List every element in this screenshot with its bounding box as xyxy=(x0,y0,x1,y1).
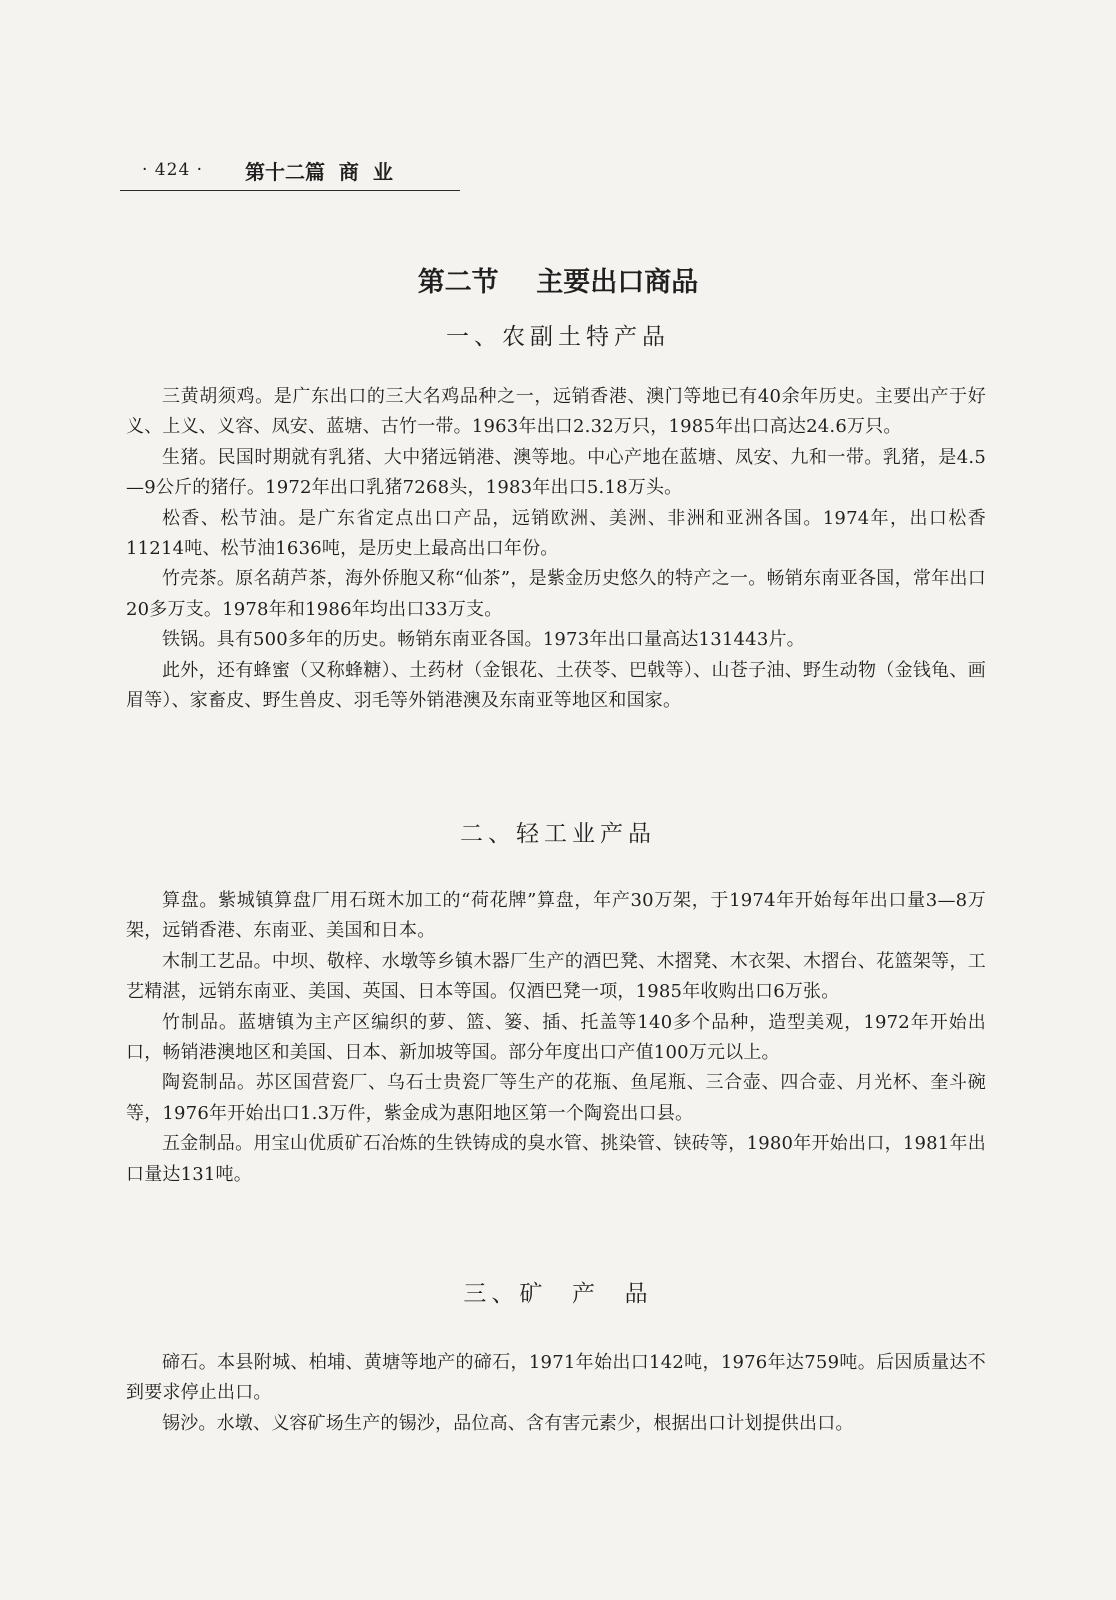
paragraph: 锡沙。水墩、义容矿场生产的锡沙，品位高、含有害元素少，根据出口计划提供出口。 xyxy=(162,1412,854,1434)
paragraph: 算盘。紫城镇算盘厂用石斑木加工的“荷花牌”算盘，年产30万架，于1974年开始每年出口量3—8万架，远销香港、东南亚、美国和日本。 xyxy=(126,890,986,942)
subsection-body-3 xyxy=(126,1348,986,1439)
paragraph: 竹制品。蓝塘镇为主产区编织的萝、篮、篓、插、托盖等140多个品种，造型美观，1972年开始出口，畅销港澳地区和美国、日本、新加坡等国。部分年度出口产值100万元以上。 xyxy=(126,1011,986,1064)
page-number: · 424 · xyxy=(142,160,204,180)
paragraph: 木制工艺品。中坝、敬梓、水墩等乡镇木器厂生产的酒巴凳、木摺凳、木衣架、木摺台、花篮架等，工艺精湛，远销东南亚、美国、英国、日本等国。仅酒巴凳一项，1985年收购出口6万张。 xyxy=(126,950,986,1003)
paragraph: 三黄胡须鸡。是广东出口的三大名鸡品种之一，远销香港、澳门等地已有40余年历史。主要出产于好义、上义、义容、凤安、蓝塘、古竹一带。1963年出口2.32万只，1985年出口高达24.6万只。 xyxy=(126,386,986,438)
paragraph: 生猪。民国时期就有乳猪、大中猪远销港、澳等地。中心产地在蓝塘、凤安、九和一带。乳猪，是4.5—9公斤的猪仔。1972年出口乳猪7268头，1983年出口5.18万头。 xyxy=(126,446,986,499)
paragraph: 陶瓷制品。苏区国营瓷厂、乌石士贵瓷厂等生产的花瓶、鱼尾瓶、三合壶、四合壶、月光杯、奎斗碗等，1976年开始出口1.3万件，紫金成为惠阳地区第一个陶瓷出口县。 xyxy=(126,1072,986,1124)
subsection-body-2 xyxy=(126,886,986,1190)
subsection-heading-1: 一、农副土特产品 xyxy=(446,324,670,350)
subsection-heading-3: 三、矿 产 品 xyxy=(463,1281,653,1307)
paragraph: 铁锅。具有500多年的历史。畅销东南亚各国。1973年出口量高达131443片。 xyxy=(162,629,805,651)
chapter-title: 第十二篇 商 业 xyxy=(245,160,393,184)
running-header xyxy=(120,152,460,191)
paragraph: 碲石。本县附城、柏埔、黄塘等地产的碲石，1971年始出口142吨，1976年达759吨。后因质量达不到要求停止出口。 xyxy=(126,1352,986,1404)
paragraph: 竹壳茶。原名葫芦茶，海外侨胞又称“仙茶”，是紫金历史悠久的特产之一。畅销东南亚各国，常年出口20多万支。1978年和1986年均出口33万支。 xyxy=(126,568,986,620)
paragraph: 五金制品。用宝山优质矿石冶炼的生铁铸成的臭水管、挑染管、铗砖等，1980年开始出口，1981年出口量达131吨。 xyxy=(126,1133,986,1185)
subsection-body-1 xyxy=(126,382,986,716)
paragraph: 此外，还有蜂蜜（又称蜂糖）、土药材（金银花、土茯苓、巴戟等）、山苍子油、野生动物（金钱龟、画眉等）、家畜皮、野生兽皮、羽毛等外销港澳及东南亚等地区和国家。 xyxy=(126,659,986,712)
paragraph: 松香、松节油。是广东省定点出口产品，远销欧洲、美洲、非洲和亚洲各国。1974年，出口松香11214吨、松节油1636吨，是历史上最高出口年份。 xyxy=(126,507,986,560)
subsection-heading-2: 二、轻工业产品 xyxy=(460,821,656,847)
section-title: 第二节 主要出口商品 xyxy=(417,267,699,298)
